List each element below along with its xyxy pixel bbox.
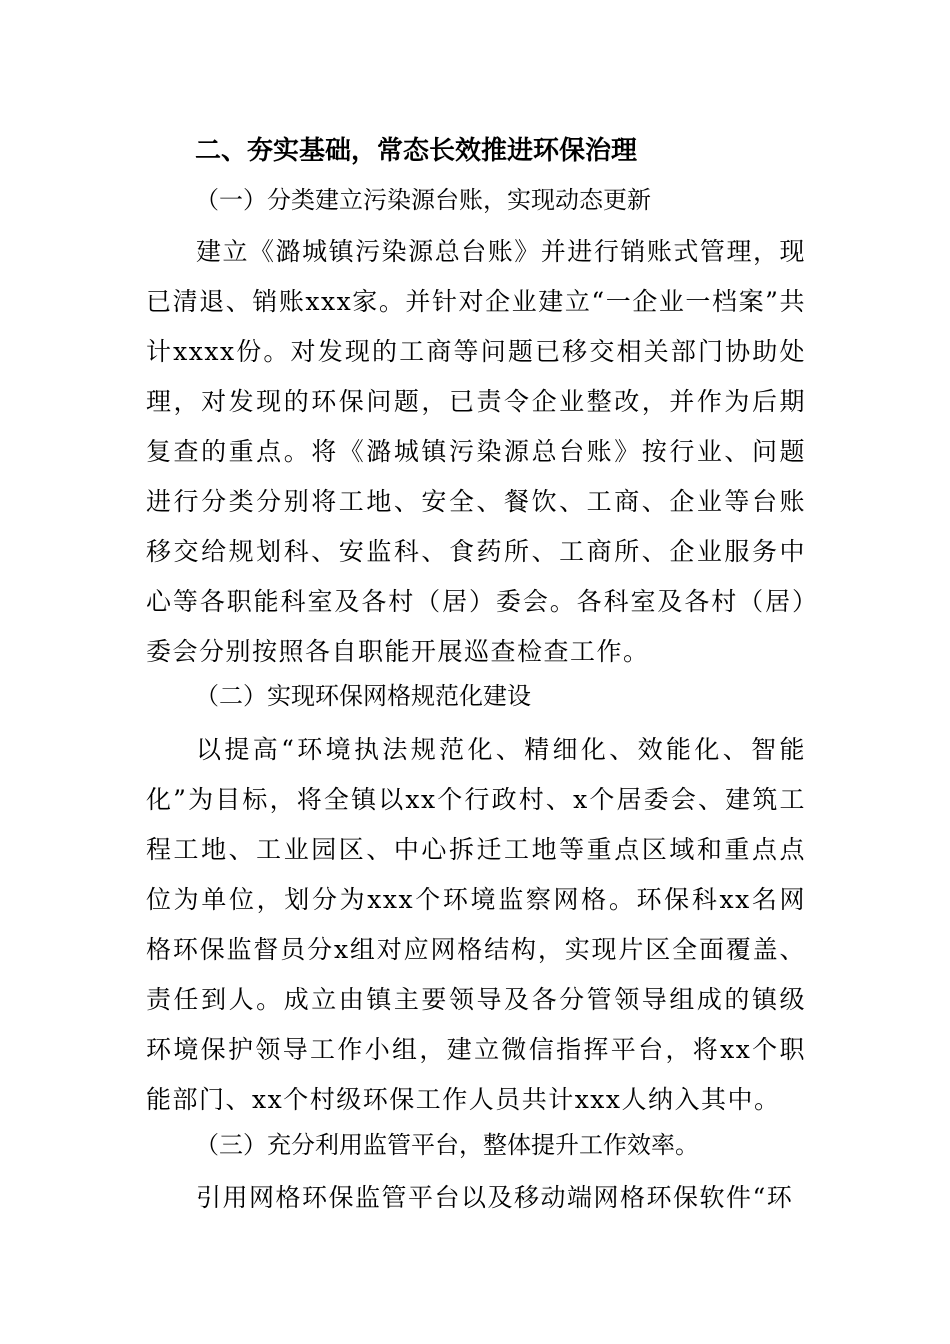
paragraph-1: 建立《潞城镇污染源总台账》并进行销账式管理，现已清退、销账xxx家。并针对企业建立“一企业一档案”共计xxxx份。对发现的工商等问题已移交相关部门协助处理，对发现的环保问题，已责令企业整改，并作为后期复查的重点。将《潞城镇污染源总台账》按行业、问题进行分类分别将工地、安全、餐饮、工商、企业等台账移交给规划科、安监科、食药所、工商所、企业服务中心等各职能科室及各村（居）委会。各科室及各村（居）委会分别按照各自职能开展巡查检查工作。 <box>146 237 806 666</box>
subsection-title-1: （一）分类建立污染源台账，实现动态更新 <box>195 186 651 214</box>
paragraph-2: 以提高“环境执法规范化、精细化、效能化、智能化”为目标，将全镇以xx个行政村、x个居委会、建筑工程工地、工业园区、中心拆迁工地等重点区域和重点点位为单位，划分为xxx个环境监察网格。环保科xx名网格环保监督员分x组对应网格结构，实现片区全面覆盖、责任到人。成立由镇主要领导及各分管领导组成的镇级环境保护领导工作小组，建立微信指挥平台，将xx个职能部门、xx个村级环保工作人员共计xxx人纳入其中。 <box>146 735 806 1114</box>
subsection-title-3: （三）充分利用监管平台，整体提升工作效率。 <box>195 1131 699 1159</box>
subsection-title-2: （二）实现环保网格规范化建设 <box>195 682 531 710</box>
paragraph-3: 引用网格环保监管平台以及移动端网格环保软件“环 <box>196 1183 794 1212</box>
section-heading: 二、夯实基础，常态长效推进环保治理 <box>195 136 638 166</box>
